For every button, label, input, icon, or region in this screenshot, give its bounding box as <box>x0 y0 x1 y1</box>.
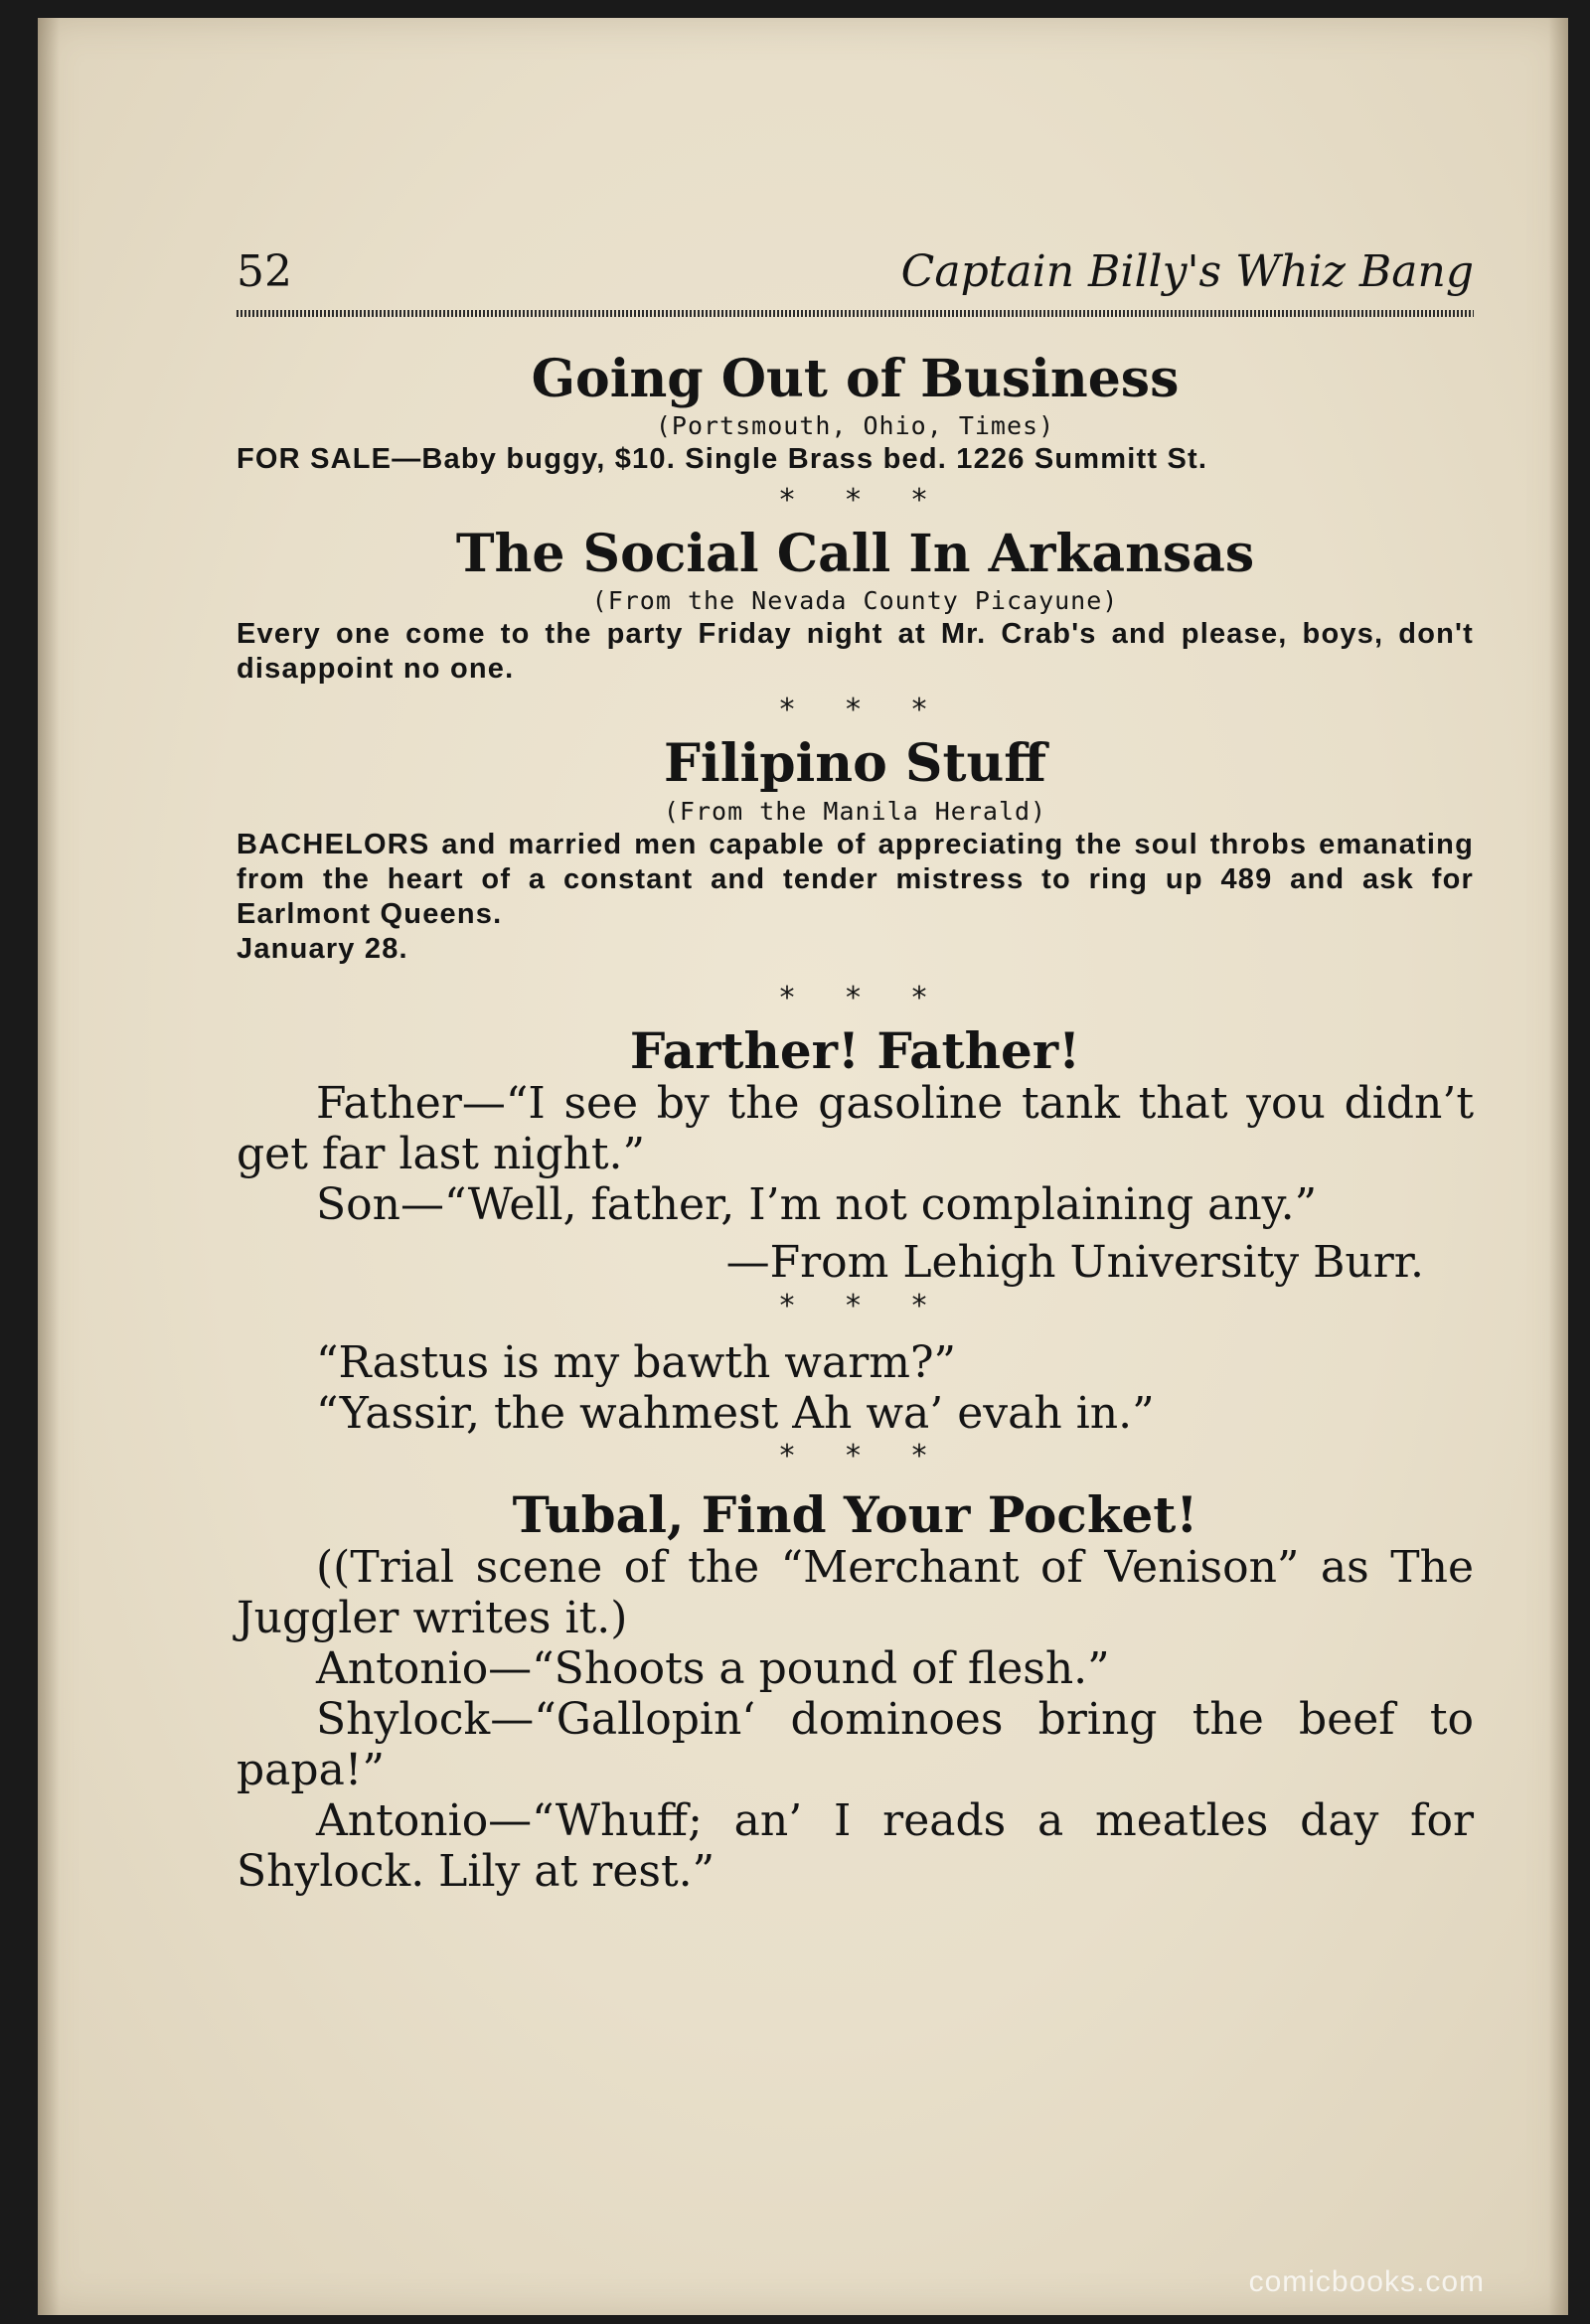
section-title: Tubal, Find Your Pocket! <box>512 1484 1198 1544</box>
attribution: —From Lehigh University Burr. <box>725 1236 1424 1288</box>
page-content <box>237 246 1474 1897</box>
section-source: (From the Nevada County Picayune) <box>591 586 1119 616</box>
running-title: Captain Billy's Whiz Bang <box>900 246 1474 297</box>
section-title: The Social Call In Arkansas <box>455 524 1255 585</box>
separator: * * * <box>779 693 931 728</box>
dialogue-line: Shylock—“Gallopin‘ dominoes bring the beef to papa!” <box>237 1693 1474 1795</box>
section-text: Every one come to the party Friday night at Mr. Crab's and please, boys, don't disappoint no one. <box>237 618 1474 686</box>
page-edge <box>1548 18 1568 2315</box>
dialogue-line: “Yassir, the wahmest Ah wa’ evah in.” <box>316 1387 1155 1439</box>
separator: * * * <box>779 483 931 519</box>
dialogue-line: Antonio—“Shoots a pound of flesh.” <box>316 1642 1110 1694</box>
section-title: Farther! Father! <box>629 1020 1081 1080</box>
section-source: (From the Manila Herald) <box>663 796 1047 826</box>
spine-shadow <box>38 18 60 2315</box>
dialogue-line: “Rastus is my bawth warm?” <box>316 1336 957 1388</box>
dialogue-line: ((Trial scene of the “Merchant of Venison” as The Juggler writes it.) <box>237 1541 1474 1643</box>
dialogue-line: Father—“I see by the gasoline tank that you didn’t get far last night.” <box>237 1077 1474 1179</box>
watermark: comicbooks.com <box>1248 2265 1485 2298</box>
book-page <box>38 18 1568 2315</box>
separator: * * * <box>779 1288 931 1323</box>
section-title: Going Out of Business <box>531 349 1180 409</box>
section-text: FOR SALE—Baby buggy, $10. Single Brass bed. 1226 Summitt St. <box>237 443 1208 476</box>
running-head <box>237 246 1474 308</box>
section-title: Filipino Stuff <box>664 733 1046 795</box>
page-number: 52 <box>237 246 292 297</box>
section-text: BACHELORS and married men capable of appreciating the soul throbs emanating from the heart of a constant and tender mistress to ring up 489 and ask for Earlmont Queens. <box>237 828 1474 930</box>
header-rule <box>237 310 1474 317</box>
separator: * * * <box>779 980 931 1015</box>
dialogue-line: Antonio—“Whuff; an’ I reads a meatles day for Shylock. Lily at rest.” <box>237 1794 1474 1897</box>
dialogue-line: Son—“Well, father, I’m not complaining any.” <box>316 1178 1318 1230</box>
separator: * * * <box>779 1438 931 1473</box>
section-source: (Portsmouth, Ohio, Times) <box>655 411 1055 441</box>
section-date: January 28. <box>237 932 408 965</box>
